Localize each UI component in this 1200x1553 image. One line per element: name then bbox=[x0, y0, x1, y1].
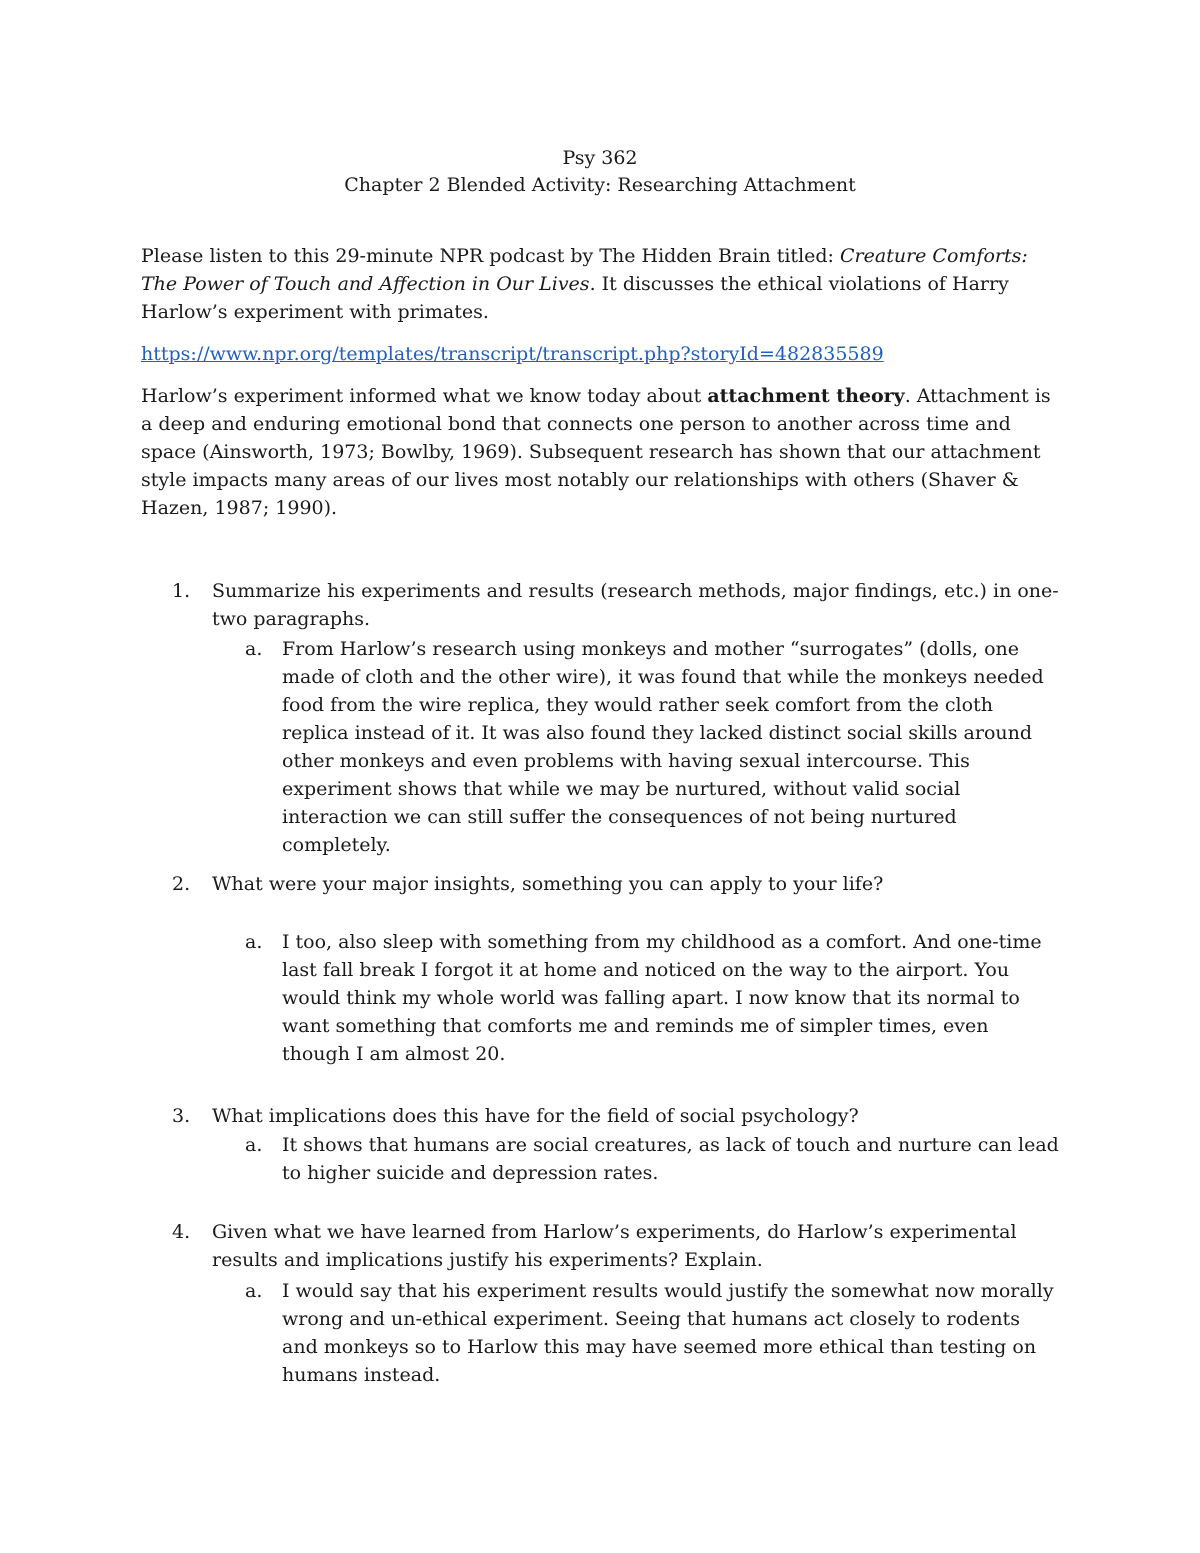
answer-letter: a. bbox=[245, 1280, 263, 1302]
answer-text: I too, also sleep with something from my childhood as a comfort. And one-time last fall break I forgot it at home and noticed on the way to the airport. You would think my whole world was falling apart. I now know that its normal to want something that comforts me and reminds me of simpler times, even though I am almost 20. bbox=[282, 931, 1042, 1065]
answer-item bbox=[245, 1131, 1060, 1187]
answer-letter: a. bbox=[245, 931, 263, 953]
intro-text-start: Please listen to this 29-minute NPR podcast by The Hidden Brain titled: bbox=[141, 245, 840, 267]
course-heading: Psy 362 bbox=[562, 147, 638, 169]
answer-item bbox=[245, 1277, 1060, 1389]
transcript-link[interactable]: https://www.npr.org/templates/transcript/transcript.php?storyId=482835589 bbox=[141, 343, 884, 365]
answer-text: From Harlow’s research using monkeys and mother “surrogates” (dolls, one made of cloth and the other wire), it was found that while the monkeys needed food from the wire replica, they would rather seek comfort from the cloth replica instead of it. It was also found they lacked distinct social skills around other monkeys and even problems with having sexual intercourse. This experiment shows that while we may be nurtured, without valid social interaction we can still suffer the consequences of not being nurtured completely. bbox=[282, 638, 1044, 856]
question-item bbox=[172, 577, 1062, 633]
question-text: What were your major insights, something you can apply to your life? bbox=[212, 873, 884, 895]
question-number: 4. bbox=[172, 1221, 191, 1243]
theory-text-start: Harlow’s experiment informed what we know today about bbox=[141, 385, 708, 407]
question-item bbox=[172, 1218, 1062, 1274]
theory-text-end: . Attachment is a deep and enduring emotional bond that connects one person to another across time and space (Ainsworth, 1973; Bowlby, 1969). Subsequent research has shown that our attachment style impacts many areas of our lives most notably our relationships with others (Shaver & Hazen, 1987; 1990). bbox=[141, 385, 1051, 519]
podcast-title: Creature Comforts: The Power of Touch and Affection in Our Lives bbox=[141, 245, 1028, 295]
answer-letter: a. bbox=[245, 638, 263, 660]
answer-item bbox=[245, 635, 1060, 859]
answer-text: I would say that his experiment results would justify the somewhat now morally wrong and un-ethical experiment. Seeing that humans act closely to rodents and monkeys so to Harlow this may have seemed more ethical than testing on humans instead. bbox=[282, 1280, 1054, 1386]
answer-letter: a. bbox=[245, 1134, 263, 1156]
question-text: What implications does this have for the field of social psychology? bbox=[212, 1105, 859, 1127]
answer-item bbox=[245, 928, 1060, 1068]
question-text: Summarize his experiments and results (research methods, major findings, etc.) in one-two paragraphs. bbox=[212, 580, 1059, 630]
link-paragraph bbox=[141, 340, 1061, 368]
theory-paragraph bbox=[141, 382, 1061, 522]
question-item bbox=[172, 1102, 1062, 1130]
intro-paragraph bbox=[141, 242, 1061, 326]
attachment-theory-term: attachment theory bbox=[707, 385, 905, 407]
question-text: Given what we have learned from Harlow’s experiments, do Harlow’s experimental results and implications justify his experiments? Explain. bbox=[212, 1221, 1017, 1271]
question-number: 1. bbox=[172, 580, 191, 602]
question-number: 2. bbox=[172, 873, 191, 895]
question-number: 3. bbox=[172, 1105, 191, 1127]
question-item bbox=[172, 870, 1062, 898]
answer-text: It shows that humans are social creatures, as lack of touch and nurture can lead to higher suicide and depression rates. bbox=[282, 1134, 1059, 1184]
intro-text-end: . It discusses the ethical violations of Harry Harlow’s experiment with primates. bbox=[141, 273, 1009, 323]
activity-title: Chapter 2 Blended Activity: Researching Attachment bbox=[344, 174, 856, 196]
